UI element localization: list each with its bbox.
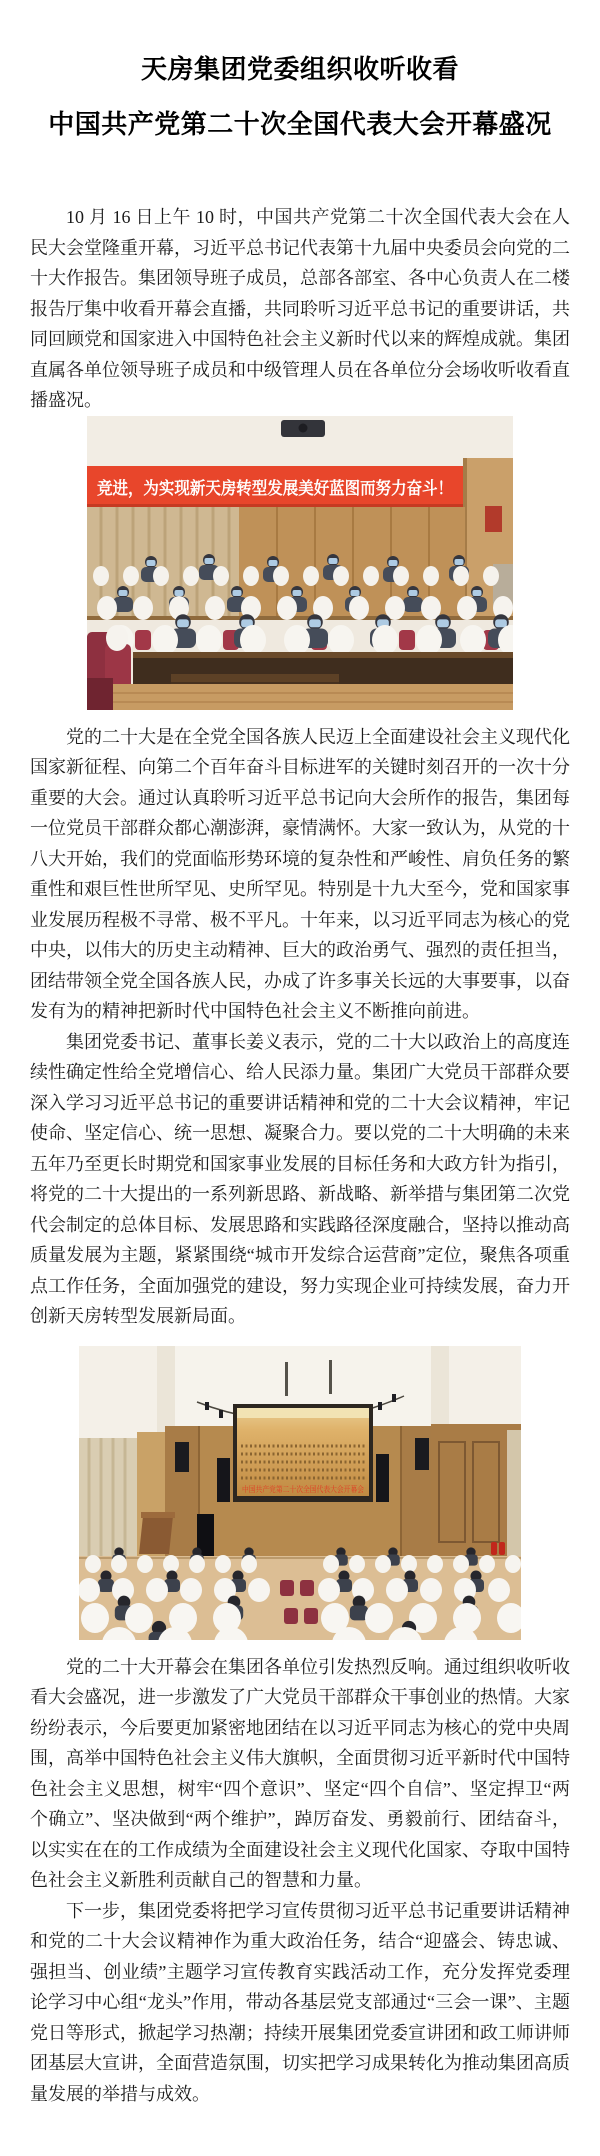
paragraph-5: 下一步，集团党委将把学习宣传贯彻习近平总书记重要讲话精神和党的二十大会议精神作为重大政治任务，结合“迎盛会、铸忠诚、强担当、创业绩”主题学习宣传教育实践活动工作，充分发挥党委理论学习中心组“龙头”作用，带动各基层党支部通过“三会一课”、主题党日等形式，掀起学习热潮；持续开展集团党委宣讲团和政工师讲师团基层大宣讲，全面营造氛围，切实把学习成果转化为推动集团高质量发展的举措与成效。 (30, 1900, 570, 2104)
photo-branch-venue-screen (79, 1346, 521, 1640)
title-line-2: 中国共产党第二十次全国代表大会开幕盛况 (48, 110, 552, 139)
fire-extinguisher (491, 1542, 497, 1555)
speaker (376, 1454, 389, 1502)
banner-slogan-text: 竞进，为实现新天房转型发展美好蓝图而努力奋斗！ (97, 478, 488, 498)
desks-and-floor (87, 652, 513, 710)
photo-branch-venue-figure (0, 1346, 600, 1640)
photo-auditorium-figure (0, 416, 600, 710)
projection-screen (217, 1404, 389, 1502)
slogan-banner (87, 466, 488, 507)
paragraph-2: 党的二十大是在全党全国各族人民迈上全面建设社会主义现代化国家新征程、向第二个百年奋斗目标进军的关键时刻召开的一次十分重要的大会。通过认真聆听习近平总书记向大会所作的报告，集团每一位党员干部群众都心潮澎湃，豪情满怀。大家一致认为，从党的十八大开始，我们的党面临形势环境的复杂性和严峻性、肩负任务的繁重性和艰巨性世所罕见、史所罕见。特别是十九大至今，党和国家事业发展历程极不寻常、极不平凡。十年来，以习近平同志为核心的党中央，以伟大的历史主动精神、巨大的政治勇气、强烈的责任担当，团结带领全党全国各族人民，办成了许多事关长远的大事要事，以奋发有为的精神把新时代中国特色社会主义不断推向前进。 (30, 726, 570, 1021)
title-line-1: 天房集团党委组织收听收看 (140, 55, 459, 84)
right-curtain (507, 1430, 521, 1558)
paragraph-1: 10 月 16 日上午 10 时，中国共产党第二十次全国代表大会在人民大会堂隆重开幕，习近平总书记代表第十九届中央委员会向党的二十大作报告。集团领导班子成员，总部各部室、各中心负责人在二楼报告厅集中收看开幕会直播，共同聆听习近平总书记的重要讲话，共同回顾党和国家进入中国特色社会主义新时代以来的辉煌成就。集团直属各单位领导班子成员和中级管理人员在各单位分会场收听收看直播盛况。 (30, 207, 570, 410)
fire-extinguisher (499, 1542, 505, 1555)
photo-auditorium-watching-broadcast (87, 416, 513, 710)
paragraph-3: 集团党委书记、董事长姜义表示，党的二十大以政治上的高度连续性确定性给全党增信心、给人民添力量。集团广大党员干部群众要深入学习习近平总书记的重要讲话精神和党的二十大会议精神，牢记使命、坚定信心、统一思想、凝聚合力。要以党的二十大明确的未来五年乃至更长时期党和国家事业发展的目标任务和大政方针为指引，将党的二十大提出的一系列新思路、新战略、新举措与集团第二次党代会制定的总体目标、发展思路和实践路径深度融合，坚持以推动高质量发展为主题，紧紧围绕“城市开发综合运营商”定位，聚焦各项重点工作任务，全面加强党的建设，努力实现企业可持续发展，奋力开创新天房转型发展新局面。 (30, 1031, 570, 1326)
article-title (0, 0, 600, 152)
screen-caption-text: 中国共产党第二十次全国代表大会开幕会 (242, 1484, 386, 1494)
speaker (217, 1458, 230, 1502)
article-body (0, 202, 600, 2109)
podium (139, 1516, 173, 1554)
paragraph-4: 党的二十大开幕会在集团各单位引发热烈反响。通过组织收听收看大会盛况，进一步激发了广大党员干部群众干事创业的热情。大家纷纷表示，今后要更加紧密地团结在以习近平同志为核心的党中央周围，高举中国特色社会主义伟大旗帜，全面贯彻习近平新时代中国特色社会主义思想，树牢“四个意识”、坚定“四个自信”、坚定捍卫“两个确立”、坚决做到“两个维护”，踔厉奋发、勇毅前行、团结奋斗，以实实在在的工作成绩为全面建设社会主义现代化国家、夺取中国特色社会主义新胜利贡献自己的智慧和力量。 (30, 1656, 570, 1890)
red-artwork (485, 506, 502, 532)
